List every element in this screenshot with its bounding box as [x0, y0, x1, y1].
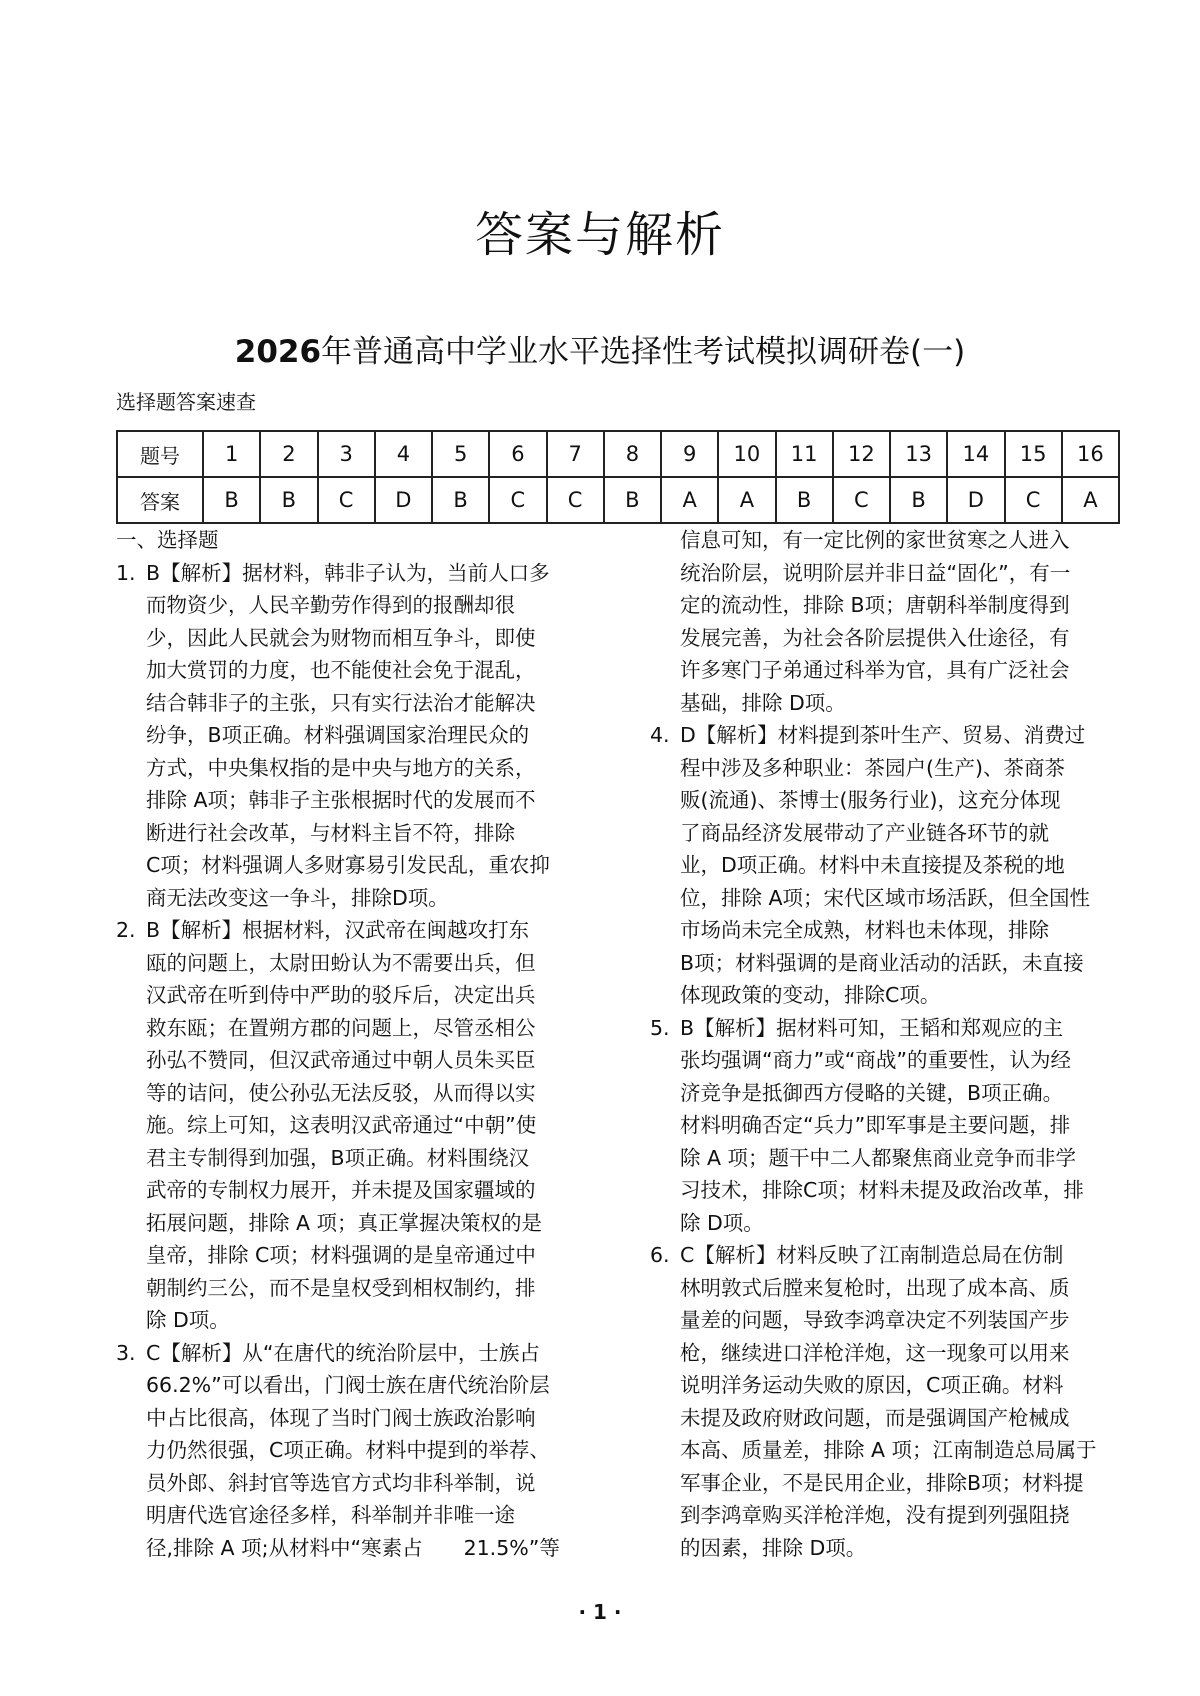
explanation-line: 方式，中央集权指的是中央与地方的关系，	[146, 755, 536, 780]
question-3-continuation	[650, 524, 1130, 719]
section-heading: 一、选择题	[116, 528, 219, 552]
answer-cell: D	[947, 477, 1004, 523]
answer-cell: C	[547, 477, 604, 523]
answer-cell: C	[318, 477, 375, 523]
explanation-line: 本高、质量差，排除 A 项；江南制造总局属于	[680, 1438, 1097, 1462]
question-number: 1.	[116, 560, 136, 585]
explanation-line: B【解析】根据材料，汉武帝在闽越攻打东	[146, 918, 530, 942]
question-number: 2.	[116, 918, 136, 942]
explanation-line: 许多寒门子弟通过科举为官，具有广泛社会	[680, 658, 1070, 682]
explanation-line: 张均强调“商力”或“商战”的重要性，认为经	[680, 1048, 1071, 1072]
explanation-line: 了商品经济发展带动了产业链各环节的就	[680, 820, 1049, 845]
explanation-line: 救东瓯；在置朔方郡的问题上，尽管丞相公	[146, 1015, 536, 1040]
explanation-line: 纷争，B项正确。材料强调国家治理民众的	[146, 723, 530, 747]
explanation-line: 除 A 项；题干中二人都聚焦商业竞争而非学	[680, 1145, 1077, 1170]
answer-table	[116, 430, 1120, 524]
explanation-line: C【解析】材料反映了江南制造总局在仿制	[680, 1243, 1064, 1267]
explanation-line: 军事企业，不是民用企业，排除B项；材料提	[680, 1470, 1084, 1495]
answer-cell: C	[833, 477, 890, 523]
answer-table-answer-row	[117, 477, 1119, 523]
explanation-line: 位，排除 A项；宋代区域市场活跃，但全国性	[680, 885, 1091, 910]
explanation-line: 信息可知，有一定比例的家世贫寒之人进入	[680, 528, 1070, 552]
left-question-list	[116, 557, 596, 1565]
explanation-line: 习技术，排除C项；材料未提及政治改革，排	[680, 1178, 1084, 1202]
explanation-line: 员外郎、斜封官等选官方式均非科举制，说	[146, 1470, 536, 1495]
answer-cell: A	[718, 477, 775, 523]
explanation-line: 业，D项正确。材料中未直接提及茶税的地	[680, 853, 1065, 877]
answer-explanation-item	[650, 1239, 1130, 1564]
subtitle-year: 2026	[234, 334, 322, 370]
explanation-line: 瓯的问题上，太尉田蚡认为不需要出兵，但	[146, 950, 536, 975]
explanation-line: 统治阶层，说明阶层并非日益“固化”，有一	[680, 560, 1071, 585]
answer-cell: B	[604, 477, 661, 523]
question-number-cell: 10	[718, 431, 775, 477]
subtitle-text: 年普通高中学业水平选择性考试模拟调研卷(一)	[321, 334, 966, 370]
answer-explanation-item	[116, 1337, 596, 1565]
explanation-line: 加大赏罚的力度，也不能使社会免于混乱，	[146, 658, 536, 682]
explanation-line: 定的流动性，排除 B项；唐朝科举制度得到	[680, 593, 1070, 617]
explanation-line: 少，因此人民就会为财物而相互争斗，即使	[146, 625, 536, 650]
question-number-cell: 15	[1005, 431, 1062, 477]
explanation-line: 径,排除 A 项;从材料中“寒素占 21.5%”等	[146, 1535, 560, 1560]
question-number-cell: 16	[1062, 431, 1119, 477]
answer-explanation-item	[650, 1012, 1130, 1240]
answer-table-number-row	[117, 431, 1119, 477]
explanation-line: 未提及政府财政问题，而是强调国产枪械成	[680, 1405, 1070, 1430]
explanation-line: B项；材料强调的是商业活动的活跃，未直接	[680, 950, 1084, 975]
explanation-line: 的因素，排除 D项。	[680, 1535, 867, 1560]
question-number-cell: 4	[375, 431, 432, 477]
row-header-answer: 答案	[117, 477, 203, 523]
question-number-cell: 13	[890, 431, 947, 477]
answer-cell: C	[489, 477, 546, 523]
explanation-line: C【解析】从“在唐代的统治阶层中，士族占	[146, 1340, 540, 1365]
document-title: 答案与解析	[474, 207, 725, 263]
explanation-line: 断进行社会改革，与材料主旨不符，排除	[146, 820, 515, 845]
exam-subtitle	[0, 326, 1200, 371]
explanation-line: 结合韩非子的主张，只有实行法治才能解决	[146, 690, 536, 715]
explanation-line: 发展完善，为社会各阶层提供入仕途径，有	[680, 625, 1070, 650]
explanation-line: 朝制约三公，而不是皇权受到相权制约，排	[146, 1275, 536, 1300]
explanation-line: 市场尚未完全成熟，材料也未体现，排除	[680, 918, 1049, 942]
right-column	[650, 524, 1130, 1564]
question-number-cell: 7	[547, 431, 604, 477]
left-column	[116, 524, 596, 1564]
explanation-line: 商无法改变这一争斗，排除D项。	[146, 885, 449, 910]
page-number: · 1 ·	[578, 1600, 622, 1624]
explanation-line: 拓展问题，排除 A 项；真正掌握决策权的是	[146, 1210, 543, 1235]
answer-cell: A	[1062, 477, 1119, 523]
answer-cell: B	[203, 477, 260, 523]
explanation-line: B【解析】据材料可知，王韬和郑观应的主	[680, 1015, 1064, 1040]
question-number: 4.	[650, 723, 670, 747]
question-number-cell: 12	[833, 431, 890, 477]
row-header-number: 题号	[117, 431, 203, 477]
right-question-list	[650, 719, 1130, 1564]
explanation-line: 66.2%”可以看出，门阀士族在唐代统治阶层	[146, 1373, 550, 1397]
explanation-line: 力仍然很强，C项正确。材料中提到的举荐、	[146, 1438, 550, 1462]
explanation-line: D【解析】材料提到茶叶生产、贸易、消费过	[680, 723, 1086, 747]
explanation-line: 而物资少，人民辛勤劳作得到的报酬却很	[146, 593, 515, 617]
answer-explanation-item	[116, 914, 596, 1337]
explanation-line: 明唐代选官途径多样，科举制并非唯一途	[146, 1503, 515, 1527]
explanation-line: 枪，继续进口洋枪洋炮，这一现象可以用来	[680, 1340, 1070, 1365]
answer-explanation-item	[116, 557, 596, 915]
explanation-line: 排除 A项；韩非子主张根据时代的发展而不	[146, 788, 536, 812]
question-number-cell: 6	[489, 431, 546, 477]
question-number-cell: 9	[661, 431, 718, 477]
answer-cell: B	[890, 477, 947, 523]
explanation-line: 等的诘问，使公孙弘无法反驳，从而得以实	[146, 1080, 536, 1105]
explanation-line: 到李鸿章购买洋枪洋炮，没有提到列强阻挠	[680, 1503, 1070, 1527]
question-number: 3.	[116, 1340, 136, 1365]
question-number-cell: 11	[776, 431, 833, 477]
explanation-line: 说明洋务运动失败的原因，C项正确。材料	[680, 1373, 1064, 1397]
question-number-cell: 14	[947, 431, 1004, 477]
explanation-line: 中占比很高，体现了当时门阀士族政治影响	[146, 1405, 536, 1430]
explanation-line: 林明敦式后膛来复枪时，出现了成本高、质	[680, 1275, 1070, 1300]
explanation-line: 贩(流通)、茶博士(服务行业)，这充分体现	[680, 788, 1061, 812]
explanation-line: 君主专制得到加强，B项正确。材料围绕汉	[146, 1145, 530, 1170]
explanation-line: 施。综上可知，这表明汉武帝通过“中朝”使	[146, 1113, 537, 1137]
explanation-line: 程中涉及多种职业：茶园户(生产)、茶商茶	[680, 755, 1065, 780]
question-number: 5.	[650, 1015, 670, 1040]
answer-explanation-item	[650, 719, 1130, 1012]
answer-cell: B	[432, 477, 489, 523]
explanation-line: 除 D项。	[680, 1210, 764, 1235]
explanation-line: 基础，排除 D项。	[680, 690, 846, 715]
question-number-cell: 5	[432, 431, 489, 477]
question-number-cell: 8	[604, 431, 661, 477]
answer-cell: A	[661, 477, 718, 523]
answer-cell: D	[375, 477, 432, 523]
quick-answer-label: 选择题答案速查	[116, 390, 256, 414]
answer-cell: C	[1005, 477, 1062, 523]
question-number-cell: 2	[260, 431, 317, 477]
explanation-line: 量差的问题，导致李鸿章决定不列装国产步	[680, 1308, 1070, 1332]
explanation-line: 材料明确否定“兵力”即军事是主要问题，排	[680, 1113, 1071, 1137]
explanation-line: 武帝的专制权力展开，并未提及国家疆域的	[146, 1178, 536, 1202]
explanation-line: B【解析】据材料，韩非子认为，当前人口多	[146, 560, 550, 585]
explanation-line: 皇帝，排除 C项；材料强调的是皇帝通过中	[146, 1243, 536, 1267]
question-number: 6.	[650, 1243, 670, 1267]
answer-cell: B	[776, 477, 833, 523]
explanation-line: 除 D项。	[146, 1308, 230, 1332]
explanation-line: 汉武帝在听到侍中严助的驳斥后，决定出兵	[146, 983, 536, 1007]
answer-cell: B	[260, 477, 317, 523]
explanation-line: 体现政策的变动，排除C项。	[680, 983, 941, 1007]
explanation-line: 济竞争是抵御西方侵略的关键，B项正确。	[680, 1080, 1064, 1105]
question-number-cell: 1	[203, 431, 260, 477]
explanation-line: C项；材料强调人多财寡易引发民乱，重农抑	[146, 853, 550, 877]
explanation-line: 孙弘不赞同，但汉武帝通过中朝人员朱买臣	[146, 1048, 536, 1072]
question-number-cell: 3	[318, 431, 375, 477]
